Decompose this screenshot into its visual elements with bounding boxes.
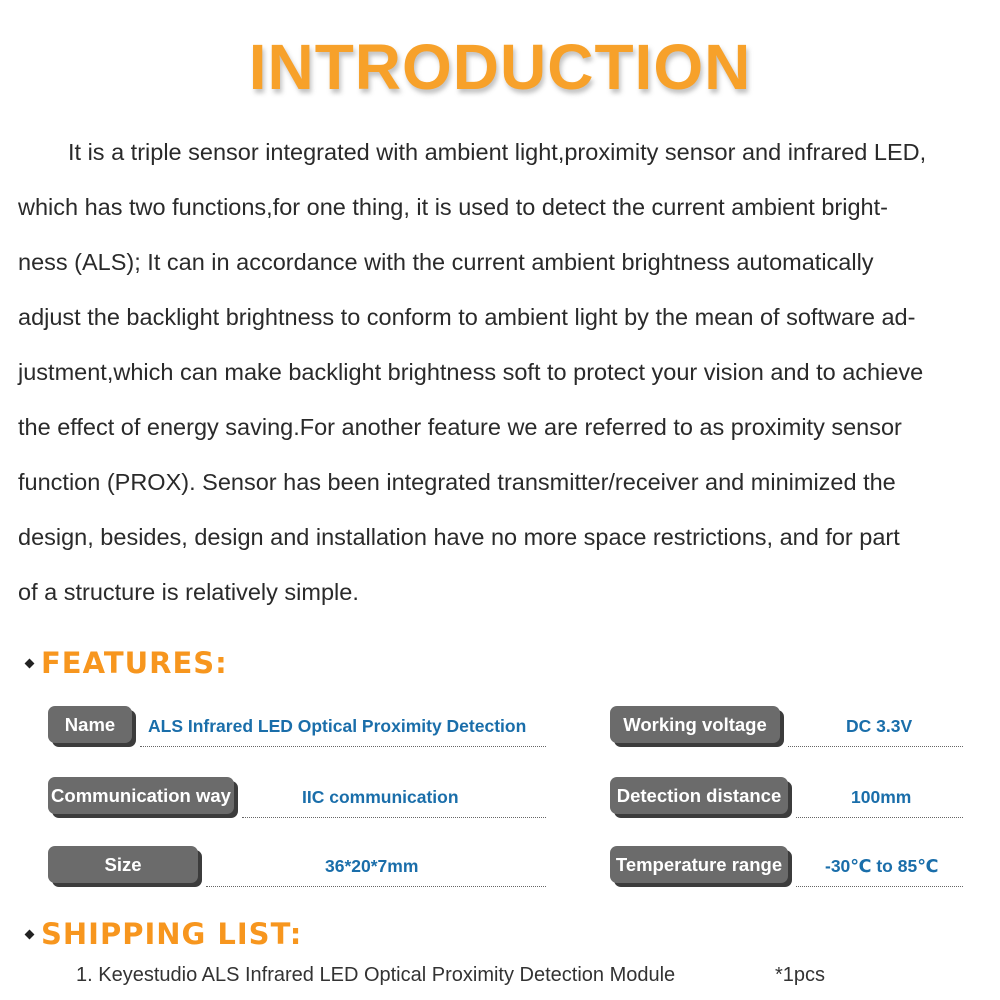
feature-temperature-range-value: -30℃ to 85℃ bbox=[825, 856, 939, 876]
intro-line: justment,which can make backlight brightness soft to protect your vision and to achieve bbox=[18, 359, 924, 385]
feature-working-voltage-value: DC 3.3V bbox=[846, 716, 913, 736]
dotted-divider bbox=[206, 886, 546, 887]
intro-line: It is a triple sensor integrated with ambient light,proximity sensor and infrared LED, bbox=[68, 139, 927, 165]
dotted-divider bbox=[788, 746, 963, 747]
features-title: FEATURES: bbox=[41, 646, 228, 680]
feature-communication-way bbox=[48, 777, 548, 827]
intro-paragraph bbox=[18, 125, 984, 620]
intro-line: adjust the backlight brightness to conform to ambient light by the mean of software ad- bbox=[18, 304, 916, 330]
feature-size-label: Size bbox=[48, 846, 198, 883]
page-title: INTRODUCTION bbox=[248, 31, 752, 103]
feature-temperature-range bbox=[610, 846, 965, 896]
shipping-heading bbox=[26, 917, 302, 951]
feature-detection-distance-value: 100mm bbox=[851, 787, 912, 807]
intro-line: function (PROX). Sensor has been integrated transmitter/receiver and minimized the bbox=[18, 469, 896, 495]
dotted-divider bbox=[796, 817, 963, 818]
shipping-item-qty: *1pcs bbox=[775, 964, 826, 986]
feature-name-value: ALS Infrared LED Optical Proximity Detection bbox=[148, 716, 527, 736]
feature-detection-distance bbox=[610, 777, 965, 827]
feature-temperature-range-label: Temperature range bbox=[610, 846, 788, 883]
dotted-divider bbox=[242, 817, 546, 818]
feature-name-label: Name bbox=[48, 706, 132, 743]
dotted-divider bbox=[796, 886, 963, 887]
feature-name bbox=[48, 706, 548, 756]
diamond-bullet-icon bbox=[25, 658, 35, 668]
intro-line: design, besides, design and installation have no more space restrictions, and for part bbox=[18, 524, 900, 550]
feature-size-value: 36*20*7mm bbox=[325, 856, 419, 876]
diamond-bullet-icon bbox=[25, 929, 35, 939]
feature-detection-distance-label: Detection distance bbox=[610, 777, 788, 814]
intro-line: ness (ALS); It can in accordance with the current ambient brightness automatically bbox=[18, 249, 874, 275]
dotted-divider bbox=[140, 746, 546, 747]
feature-working-voltage bbox=[610, 706, 965, 756]
features-heading bbox=[26, 646, 228, 680]
intro-line: which has two functions,for one thing, it is used to detect the current ambient bright- bbox=[18, 194, 888, 220]
intro-line: the effect of energy saving.For another feature we are referred to as proximity sensor bbox=[18, 414, 902, 440]
shipping-title: SHIPPING LIST: bbox=[41, 917, 303, 951]
feature-communication-way-value: IIC communication bbox=[302, 787, 459, 807]
feature-communication-way-label: Communication way bbox=[48, 777, 234, 814]
feature-working-voltage-label: Working voltage bbox=[610, 706, 780, 743]
intro-line: of a structure is relatively simple. bbox=[18, 579, 359, 605]
feature-size bbox=[48, 846, 548, 896]
shipping-item: 1. Keyestudio ALS Infrared LED Optical Proximity Detection Module bbox=[76, 964, 676, 986]
